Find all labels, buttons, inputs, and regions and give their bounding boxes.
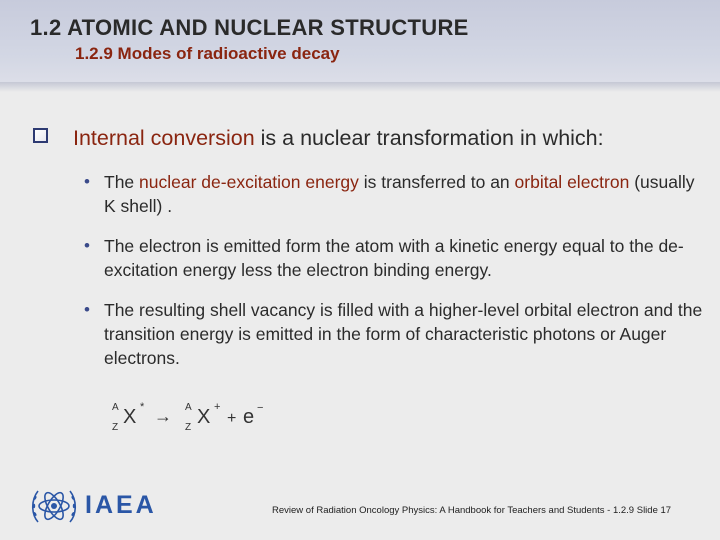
electron-symbol: e [243,406,255,428]
section-subtitle: 1.2.9 Modes of radioactive decay [75,44,340,63]
text-span: The [104,172,140,192]
arrow-icon: → [154,406,172,426]
sub-point-3-text: The resulting shell vacancy is filled with a higher-level orbital electron and the transition energy is emitted in the form of characteristic photons or Auger electrons. [104,300,703,368]
lhs-atomic-number: Z [112,422,119,433]
square-bullet-icon [33,128,48,143]
rhs-superscript: + [214,401,221,413]
header-shadow [0,82,720,92]
text-span: (usually K shell) . [104,172,695,216]
accent-span: nuclear de-excitation energy [139,172,359,192]
lhs-mass-number: A [112,402,119,413]
bullet-dot-icon: • [84,300,90,319]
footer-citation: Review of Radiation Oncology Physics: A Handbook for Teachers and Students - 1.2.9 Slide 17 [272,505,672,516]
main-point-rest: is a nuclear transformation in which: [254,126,604,150]
electron-superscript: − [257,402,264,414]
main-point [73,126,713,151]
bullet-dot-icon: • [84,236,90,255]
page-title: 1.2 ATOMIC AND NUCLEAR STRUCTURE [30,15,469,40]
decay-equation [110,395,280,435]
lhs-symbol: X [123,406,137,428]
iaea-logo-icon [28,480,80,532]
accent-span: orbital [514,172,563,192]
header-bar [0,0,720,82]
accent-span: electron [567,172,630,192]
rhs-atomic-number: Z [185,422,192,433]
rhs-symbol: X [197,406,211,428]
text-span: is transferred to an [358,172,515,192]
bullet-dot-icon: • [84,172,90,191]
sub-point-2-text: The electron is emitted form the atom with a kinetic energy equal to the de-excitation energy less the electron binding energy. [104,236,684,280]
rhs-mass-number: A [185,402,192,413]
lhs-superscript: * [140,401,145,413]
plus-sign: + [227,410,237,427]
sub-point-1-text [104,170,704,218]
main-point-accent: Internal conversion [73,126,255,150]
iaea-logo-text: IAEA [85,491,157,519]
